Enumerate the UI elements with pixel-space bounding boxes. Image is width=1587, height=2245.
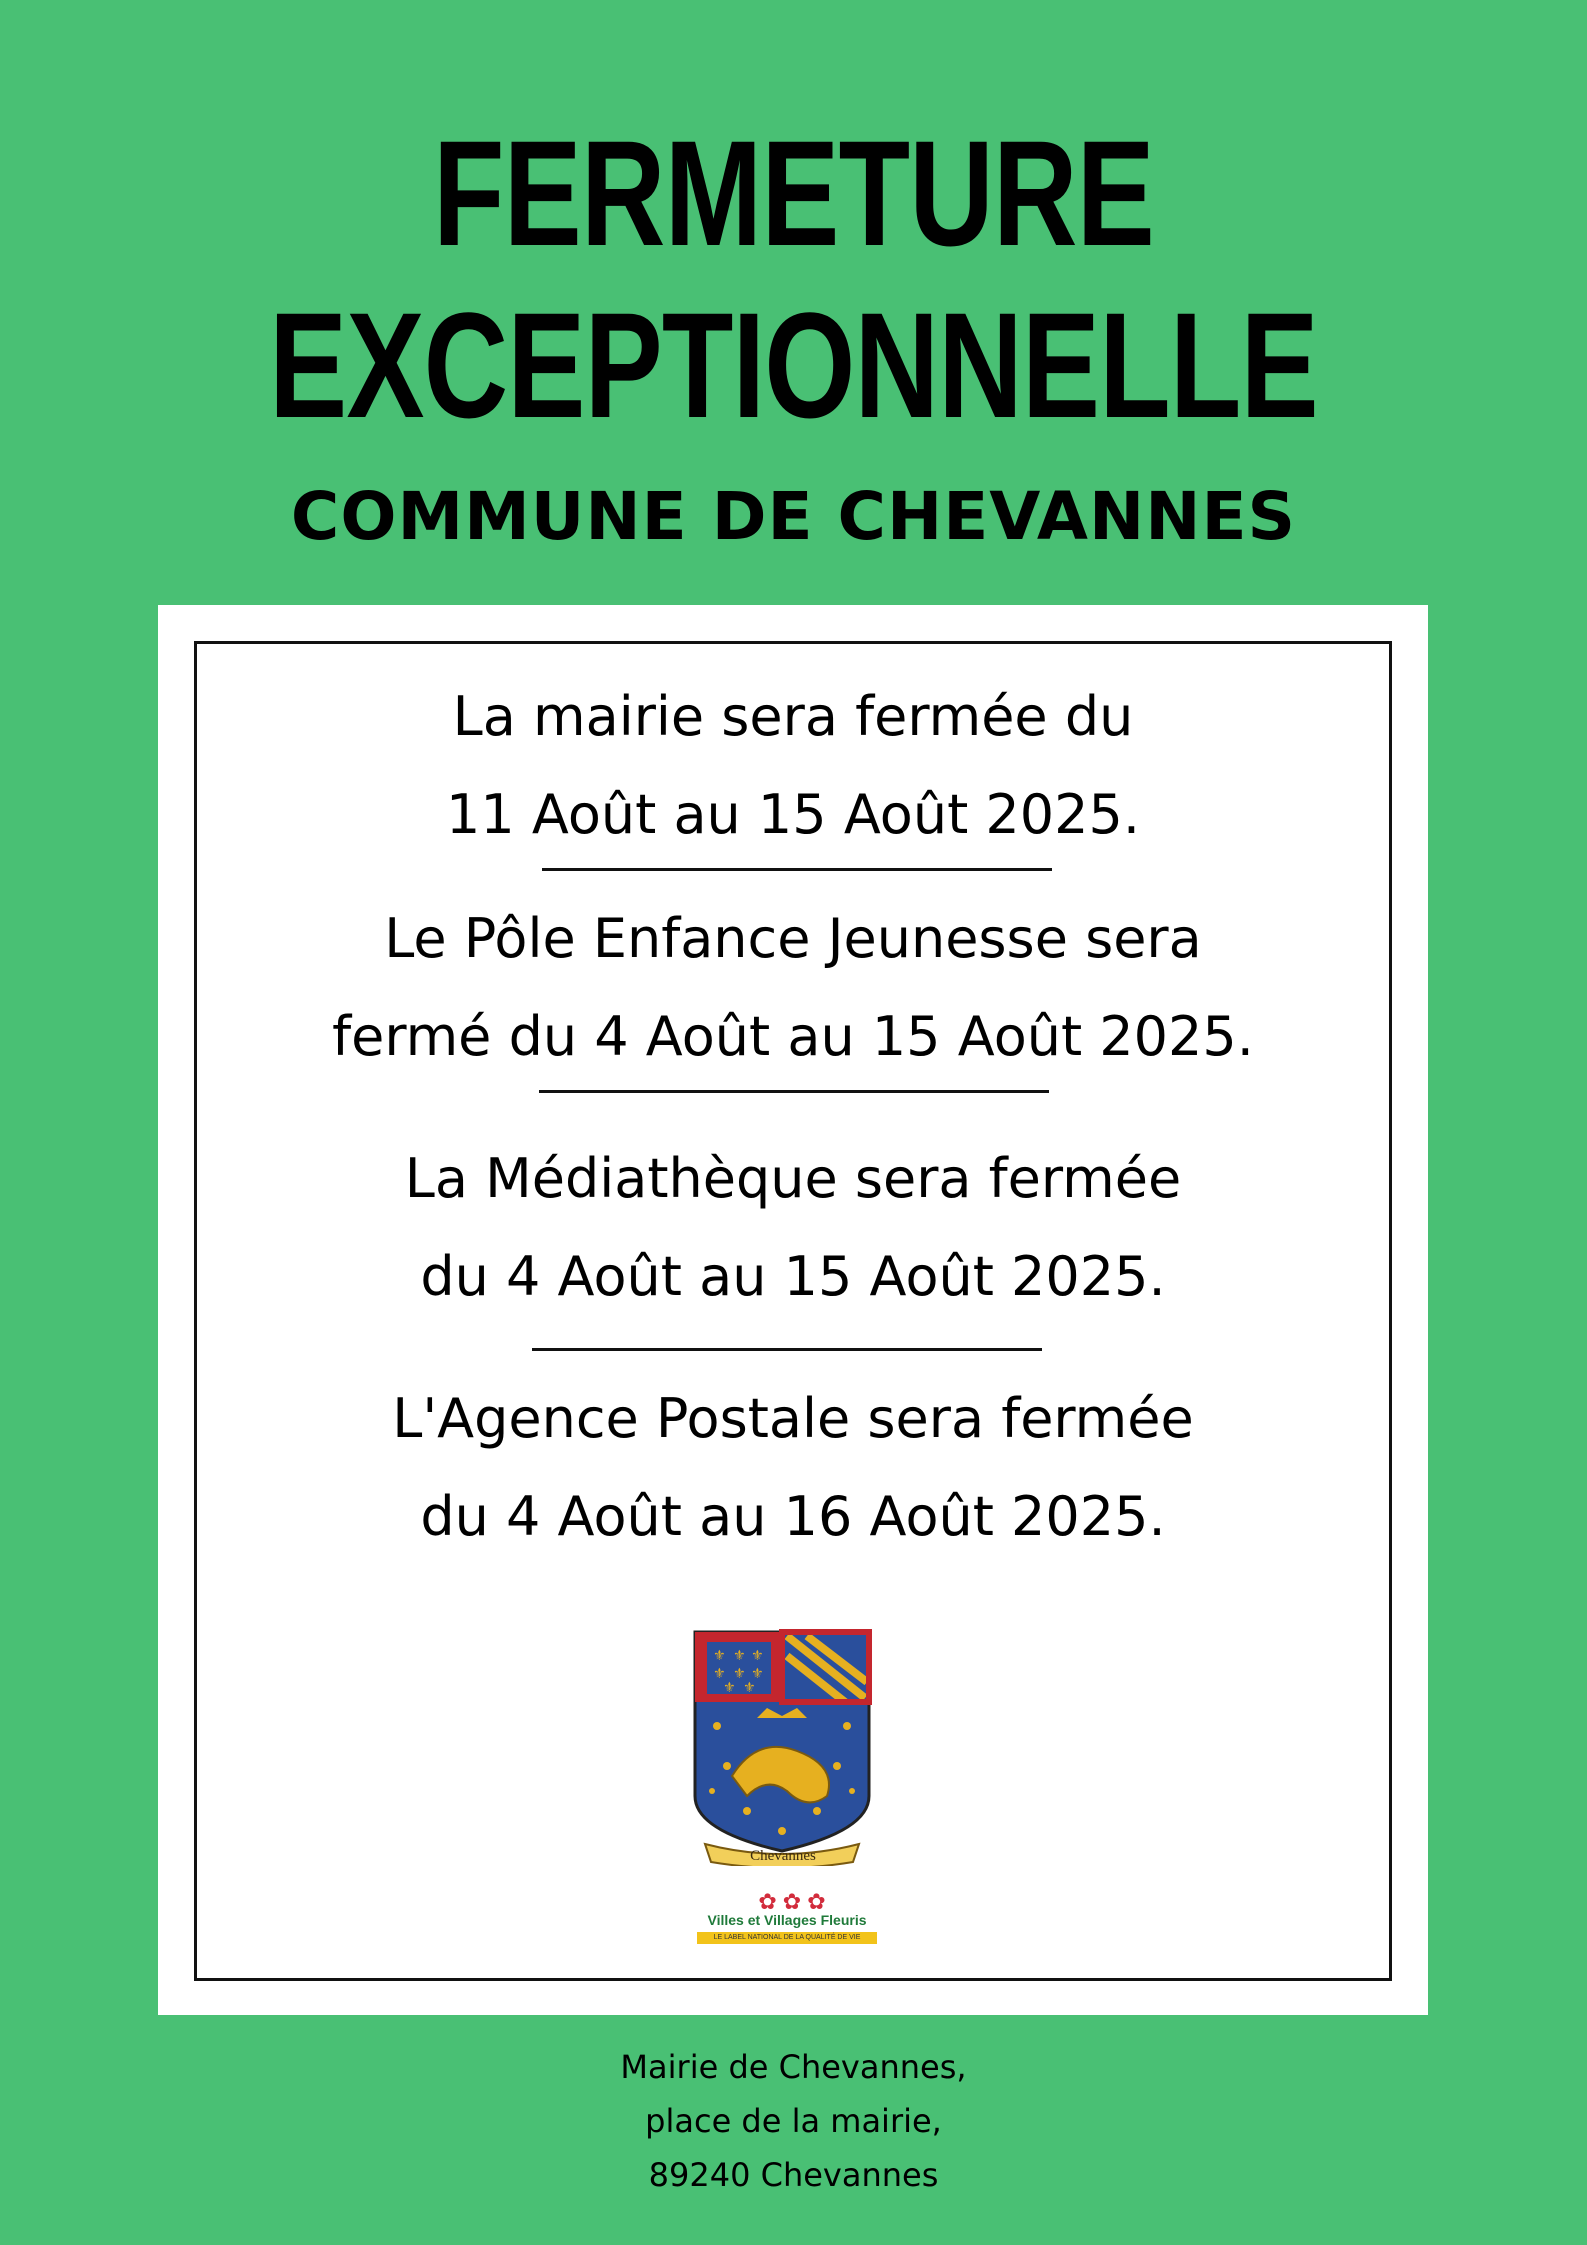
villes-villages-fleuris-tagline: LE LABEL NATIONAL DE LA QUALITÉ DE VIE <box>697 1932 877 1944</box>
svg-text:⚜: ⚜ <box>751 1666 764 1682</box>
notice-agence-postale-line2: du 4 Août au 16 Août 2025. <box>420 1485 1166 1548</box>
svg-text:⚜: ⚜ <box>713 1666 726 1682</box>
svg-text:⚜: ⚜ <box>751 1648 764 1664</box>
notice-mairie-line1: La mairie sera fermée du <box>452 685 1134 748</box>
flowers-icon: ✿✿✿ <box>758 1890 832 1915</box>
notice-frame <box>194 641 1392 1981</box>
notice-mediatheque <box>197 1130 1389 1326</box>
svg-text:⚜: ⚜ <box>733 1666 746 1682</box>
crest-motto: Chevannes <box>750 1848 816 1864</box>
notice-pole-enfance-line2: fermé du 4 Août au 15 Août 2025. <box>332 1005 1254 1068</box>
notice-mediatheque-line1: La Médiathèque sera fermée <box>404 1147 1182 1210</box>
title-line-2: EXCEPTIONNELLE <box>269 281 1318 449</box>
separator-3 <box>532 1348 1042 1351</box>
footer-address <box>0 2040 1587 2202</box>
svg-text:⚜: ⚜ <box>723 1680 736 1696</box>
notice-mediatheque-line2: du 4 Août au 15 Août 2025. <box>420 1245 1166 1308</box>
separator-2 <box>539 1090 1049 1093</box>
svg-text:⚜: ⚜ <box>743 1680 756 1696</box>
address-line-3: 89240 Chevannes <box>648 2156 939 2194</box>
notice-panel <box>158 605 1428 2015</box>
title-line-1: FERMETURE <box>433 109 1154 277</box>
notice-pole-enfance-line1: Le Pôle Enfance Jeunesse sera <box>384 907 1202 970</box>
notice-mairie <box>197 668 1389 864</box>
notice-pole-enfance <box>197 890 1389 1086</box>
address-line-1: Mairie de Chevannes, <box>620 2048 967 2086</box>
notice-agence-postale-line1: L'Agence Postale sera fermée <box>392 1387 1194 1450</box>
address-line-2: place de la mairie, <box>645 2102 942 2140</box>
notice-mairie-line2: 11 Août au 15 Août 2025. <box>445 783 1140 846</box>
subtitle: COMMUNE DE CHEVANNES <box>290 478 1297 555</box>
chevannes-coat-of-arms-icon <box>687 1626 877 1866</box>
notice-agence-postale <box>197 1370 1389 1566</box>
svg-text:⚜: ⚜ <box>713 1648 726 1664</box>
svg-text:⚜: ⚜ <box>733 1648 746 1664</box>
villes-villages-fleuris-label: Villes et Villages Fleuris <box>707 1912 867 1928</box>
separator-1 <box>542 868 1052 871</box>
